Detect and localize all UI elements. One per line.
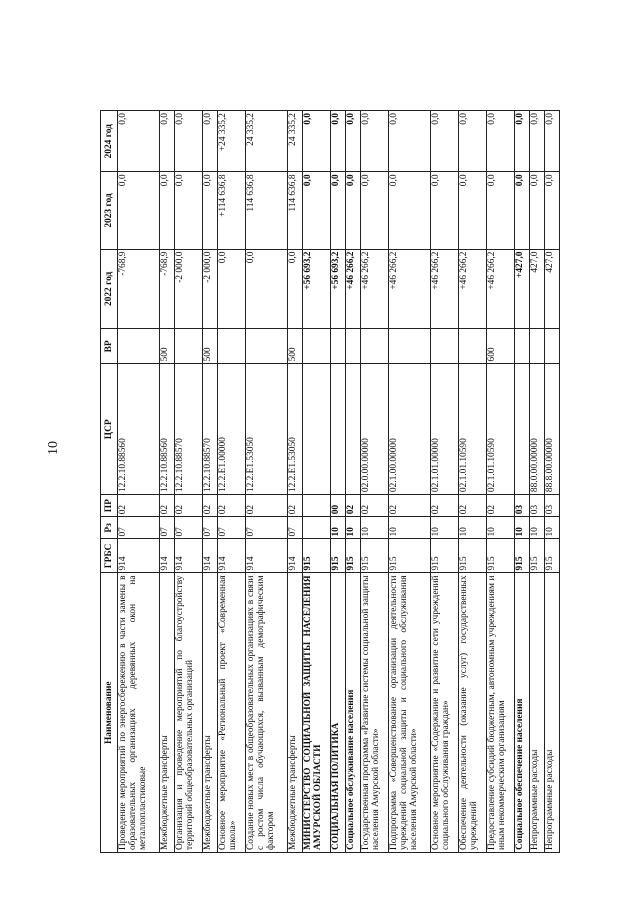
cell-rz: 07: [118, 517, 160, 539]
cell-2023: 0,0: [545, 172, 560, 249]
table-row: [360, 111, 388, 853]
cell-csr: 12.2.E1.53050: [287, 364, 302, 495]
header-2022: 2022 год: [101, 249, 118, 329]
cell-grbs: 914: [174, 539, 202, 573]
cell-2022: -768,9: [118, 249, 160, 329]
cell-2022: +56 693,2: [330, 249, 345, 329]
cell-2022: +46 266,2: [430, 249, 458, 329]
cell-grbs: 914: [118, 539, 160, 573]
cell-grbs: 914: [159, 539, 174, 573]
cell-2023: 0,0: [159, 172, 174, 249]
cell-name: Непрограммные расходы: [530, 573, 545, 853]
cell-csr: 88.0.00.00000: [530, 364, 545, 495]
cell-2023: 0,0: [302, 172, 330, 249]
cell-csr: 02.1.01.10590: [458, 364, 486, 495]
table-row: [302, 111, 330, 853]
table-row: [487, 111, 515, 853]
cell-pr: 03: [545, 495, 560, 517]
cell-rz: 10: [458, 517, 486, 539]
cell-rz: 10: [487, 517, 515, 539]
cell-2023: 0,0: [174, 172, 202, 249]
cell-2022: -2 000,0: [174, 249, 202, 329]
cell-rz: [302, 517, 330, 539]
cell-name: Непрограммные расходы: [545, 573, 560, 853]
cell-csr: [302, 364, 330, 495]
table-row: [174, 111, 202, 853]
cell-name: Предоставление субсидий бюджетным, автономным учреждениям и иным некоммерческим организациям: [487, 573, 515, 853]
cell-2022: -768,9: [159, 249, 174, 329]
cell-csr: 02.1.01.10590: [487, 364, 515, 495]
cell-vr: [330, 329, 345, 364]
table-row: [287, 111, 302, 853]
cell-2022: +46 266,2: [360, 249, 388, 329]
cell-2023: 0,0: [430, 172, 458, 249]
table-row: [345, 111, 360, 853]
cell-2023: 0,0: [202, 172, 217, 249]
cell-2022: +46 266,2: [345, 249, 360, 329]
cell-2024: 0,0: [515, 111, 530, 172]
cell-rz: 10: [330, 517, 345, 539]
cell-2024: 0,0: [330, 111, 345, 172]
cell-pr: 02: [360, 495, 388, 517]
table-row: [545, 111, 560, 853]
cell-2024: 0,0: [545, 111, 560, 172]
cell-rz: 07: [174, 517, 202, 539]
cell-rz: 07: [217, 517, 245, 539]
cell-2024: 0,0: [530, 111, 545, 172]
cell-name: Организация и проведение мероприятий по благоустройству территорий общеобразовательных организаций: [174, 573, 202, 853]
table-row: [515, 111, 530, 853]
cell-rz: 07: [246, 517, 288, 539]
cell-name: Государственная программа «Развитие системы социальной защиты населения Амурской области»: [360, 573, 388, 853]
cell-rz: 10: [530, 517, 545, 539]
cell-csr: 12.2.10.88560: [159, 364, 174, 495]
cell-grbs: 915: [345, 539, 360, 573]
header-name: Наименование: [101, 573, 118, 853]
cell-2024: 24 335,2: [246, 111, 288, 172]
cell-2023: 0,0: [345, 172, 360, 249]
cell-2022: 0,0: [217, 249, 245, 329]
header-rz: Рз: [101, 517, 118, 539]
cell-grbs: 915: [515, 539, 530, 573]
cell-pr: 03: [515, 495, 530, 517]
cell-2023: 0,0: [487, 172, 515, 249]
cell-rz: 10: [388, 517, 430, 539]
cell-name: Проведение мероприятий по энергосбережению в части замены в образовательных организациях деревянных окон на металлопластиковые: [118, 573, 160, 853]
table-row: [458, 111, 486, 853]
header-2023: 2023 год: [101, 172, 118, 249]
cell-grbs: 915: [430, 539, 458, 573]
cell-2024: 0,0: [458, 111, 486, 172]
budget-table: [100, 110, 560, 853]
cell-pr: 02: [118, 495, 160, 517]
cell-2023: 0,0: [458, 172, 486, 249]
cell-vr: 500: [202, 329, 217, 364]
cell-name: Социальное обслуживание населения: [345, 573, 360, 853]
cell-name: Создание новых мест в общеобразовательных организациях в связи с ростом числа обучающихся, вызванным демографическим фактором: [246, 573, 288, 853]
cell-2022: +46 266,2: [458, 249, 486, 329]
cell-pr: 02: [487, 495, 515, 517]
cell-vr: [430, 329, 458, 364]
header-pr: ПР: [101, 495, 118, 517]
cell-name: МИНИСТЕРСТВО СОЦИАЛЬНОЙ ЗАЩИТЫ НАСЕЛЕНИЯ АМУРСКОЙ ОБЛАСТИ: [302, 573, 330, 853]
cell-pr: 03: [530, 495, 545, 517]
cell-2024: 0,0: [388, 111, 430, 172]
cell-grbs: 914: [217, 539, 245, 573]
cell-vr: 500: [159, 329, 174, 364]
table-row: [430, 111, 458, 853]
cell-vr: [515, 329, 530, 364]
cell-pr: 02: [159, 495, 174, 517]
cell-csr: 12.2.10.88570: [202, 364, 217, 495]
cell-rz: 07: [202, 517, 217, 539]
cell-2024: 0,0: [302, 111, 330, 172]
cell-vr: 600: [487, 329, 515, 364]
cell-csr: 88.8.00.00000: [545, 364, 560, 495]
cell-name: Межбюджетные трансферты: [287, 573, 302, 853]
cell-2023: 0,0: [515, 172, 530, 249]
cell-csr: 12.2.E1.53050: [246, 364, 288, 495]
cell-2022: 0,0: [287, 249, 302, 329]
cell-name: Социальное обеспечение населения: [515, 573, 530, 853]
cell-2023: 114 636,8: [287, 172, 302, 249]
header-csr: ЦСР: [101, 364, 118, 495]
table-row: [388, 111, 430, 853]
cell-2023: +114 636,8: [217, 172, 245, 249]
cell-grbs: 915: [360, 539, 388, 573]
table-row: [217, 111, 245, 853]
cell-2024: 0,0: [159, 111, 174, 172]
budget-table-container: [100, 110, 560, 853]
cell-vr: [388, 329, 430, 364]
cell-vr: 500: [287, 329, 302, 364]
cell-rz: 10: [360, 517, 388, 539]
table-row: [159, 111, 174, 853]
cell-grbs: 915: [458, 539, 486, 573]
cell-2024: 0,0: [430, 111, 458, 172]
cell-2024: 0,0: [174, 111, 202, 172]
cell-csr: 12.2.E1.00000: [217, 364, 245, 495]
cell-name: СОЦИАЛЬНАЯ ПОЛИТИКА: [330, 573, 345, 853]
cell-grbs: 915: [302, 539, 330, 573]
cell-pr: [302, 495, 330, 517]
cell-2022: 427,0: [530, 249, 545, 329]
cell-pr: 02: [202, 495, 217, 517]
cell-vr: [345, 329, 360, 364]
cell-grbs: 915: [487, 539, 515, 573]
cell-pr: 02: [217, 495, 245, 517]
table-row: [530, 111, 545, 853]
cell-vr: [118, 329, 160, 364]
cell-2023: 0,0: [330, 172, 345, 249]
cell-2024: 0,0: [360, 111, 388, 172]
cell-2022: +46 266,2: [388, 249, 430, 329]
cell-rz: 10: [515, 517, 530, 539]
cell-vr: [246, 329, 288, 364]
table-row: [246, 111, 288, 853]
cell-csr: 12.2.10.88570: [174, 364, 202, 495]
cell-vr: [217, 329, 245, 364]
cell-2024: 24 335,2: [287, 111, 302, 172]
cell-grbs: 914: [202, 539, 217, 573]
cell-grbs: 915: [388, 539, 430, 573]
cell-vr: [360, 329, 388, 364]
cell-pr: 02: [388, 495, 430, 517]
cell-grbs: 914: [246, 539, 288, 573]
cell-csr: 02.1.00.00000: [388, 364, 430, 495]
table-row: [202, 111, 217, 853]
cell-csr: [345, 364, 360, 495]
cell-grbs: 915: [530, 539, 545, 573]
table-row: [330, 111, 345, 853]
cell-rz: 10: [430, 517, 458, 539]
cell-2022: 427,0: [545, 249, 560, 329]
cell-2023: 0,0: [360, 172, 388, 249]
cell-csr: 12.2.10.88560: [118, 364, 160, 495]
cell-name: Обеспечение деятельности (оказание услуг) государственных учреждений: [458, 573, 486, 853]
cell-pr: 00: [330, 495, 345, 517]
cell-2024: 0,0: [487, 111, 515, 172]
cell-pr: 02: [287, 495, 302, 517]
header-vr: ВР: [101, 329, 118, 364]
cell-rz: 07: [287, 517, 302, 539]
cell-grbs: 914: [287, 539, 302, 573]
cell-2022: +427,0: [515, 249, 530, 329]
cell-vr: [458, 329, 486, 364]
cell-2022: 0,0: [246, 249, 288, 329]
cell-name: Межбюджетные трансферты: [202, 573, 217, 853]
cell-2024: 0,0: [118, 111, 160, 172]
cell-pr: 02: [458, 495, 486, 517]
cell-2022: -2 000,0: [202, 249, 217, 329]
cell-pr: 02: [430, 495, 458, 517]
header-grbs: ГРБС: [101, 539, 118, 573]
header-2024: 2024 год: [101, 111, 118, 172]
cell-rz: 07: [159, 517, 174, 539]
cell-name: Основное мероприятие «Региональный проект «Современная школа»: [217, 573, 245, 853]
cell-csr: 02.0.00.00000: [360, 364, 388, 495]
cell-2024: +24 335,2: [217, 111, 245, 172]
cell-name: Межбюджетные трансферты: [159, 573, 174, 853]
cell-vr: [302, 329, 330, 364]
page-number: 10: [46, 441, 61, 455]
cell-vr: [530, 329, 545, 364]
cell-name: Подпрограмма «Совершенствование организации деятельности учреждений социальной защиты и социального обслуживания населения Амурской области»: [388, 573, 430, 853]
cell-csr: [330, 364, 345, 495]
cell-vr: [174, 329, 202, 364]
cell-csr: [515, 364, 530, 495]
cell-rz: 10: [545, 517, 560, 539]
cell-2023: 0,0: [388, 172, 430, 249]
cell-pr: 02: [246, 495, 288, 517]
cell-name: Основное мероприятие «Содержание и развитие сети учреждений социального обслуживания граждан»: [430, 573, 458, 853]
cell-rz: 10: [345, 517, 360, 539]
cell-2024: 0,0: [345, 111, 360, 172]
cell-csr: 02.1.01.00000: [430, 364, 458, 495]
cell-2024: 0,0: [202, 111, 217, 172]
cell-2023: 114 636,8: [246, 172, 288, 249]
cell-2022: +56 693,2: [302, 249, 330, 329]
cell-2022: +46 266,2: [487, 249, 515, 329]
cell-vr: [545, 329, 560, 364]
cell-2023: 0,0: [530, 172, 545, 249]
cell-pr: 02: [174, 495, 202, 517]
table-row: [118, 111, 160, 853]
cell-pr: 02: [345, 495, 360, 517]
cell-2023: 0,0: [118, 172, 160, 249]
cell-grbs: 915: [545, 539, 560, 573]
cell-grbs: 915: [330, 539, 345, 573]
header-row: [101, 111, 118, 853]
